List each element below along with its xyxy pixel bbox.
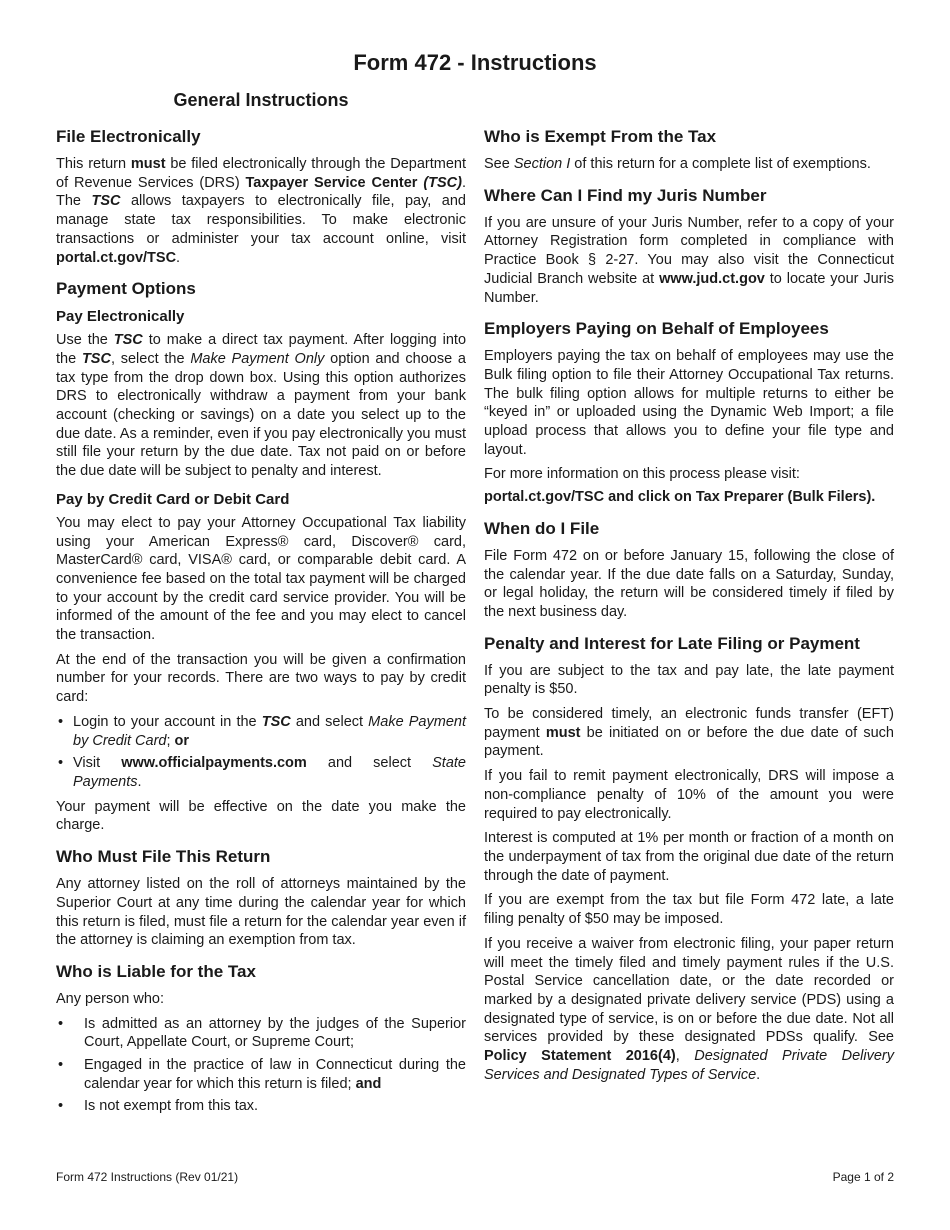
text-run: of this return for a complete list of exemptions.	[570, 156, 871, 172]
bullet-icon: •	[58, 1098, 64, 1115]
bullet-icon: •	[58, 755, 64, 772]
text-run: If you are subject to the tax and pay late, the late payment penalty is $50.	[484, 662, 894, 698]
list-item	[56, 1056, 466, 1093]
bullet-list	[56, 713, 466, 792]
text-run: If you fail to remit payment electronically, DRS will impose a non-compliance penalty of 10% of the amount you were required to pay electronically.	[484, 768, 894, 822]
section-exempt	[484, 126, 894, 174]
text-run: Interest is computed at 1% per month or fraction of a month on the underpayment of tax from the original due date of the return through the date of payment.	[484, 830, 894, 884]
section-heading: Who Must File This Return	[56, 847, 271, 867]
section-when-file	[484, 518, 894, 622]
text-run: TSC	[81, 350, 111, 367]
section-penalty	[484, 633, 894, 1085]
text-run: Is not exempt from this tax.	[84, 1098, 259, 1115]
text-run: Any attorney listed on the roll of attorneys maintained by the Superior Court at any time during the calendar year for which this return is filed, must file a return for the calendar year even if the attorney is claiming an exemption from tax.	[56, 876, 466, 949]
section-who-liable	[56, 961, 466, 1116]
paragraph	[484, 547, 894, 622]
paragraph	[484, 662, 894, 699]
text-run: Engaged in the practice of law in Connecticut during the calendar year for which this return is filed;	[84, 1057, 466, 1092]
paragraph	[484, 214, 894, 308]
paragraph	[484, 347, 894, 459]
text-run: and select	[306, 755, 433, 772]
paragraph	[484, 705, 894, 761]
text-run: (TSC)	[423, 174, 462, 191]
section-juris-number	[484, 185, 894, 308]
text-run: and select	[290, 713, 369, 730]
text-run: portal.ct.gov/TSC and click on Tax Preparer (Bulk Filers).	[484, 489, 876, 506]
list-item	[56, 713, 466, 750]
section-heading: Payment Options	[56, 279, 196, 299]
text-run: Policy Statement 2016(4)	[484, 1048, 676, 1065]
section-heading: Who is Liable for the Tax	[56, 961, 256, 981]
text-run: Taxpayer Service Center	[245, 174, 424, 191]
text-run: For more information on this process please visit:	[484, 466, 800, 483]
paragraph	[56, 331, 466, 481]
text-run: Visit	[73, 755, 122, 772]
list-item	[56, 1097, 466, 1116]
section-heading: Who is Exempt From the Tax	[484, 127, 717, 146]
text-run: You may elect to pay your Attorney Occupational Tax liability using your American Express® card, Discover® card, MasterCard® card, VISA® card, or comparable debit card. A convenience fee based on the total tax payment will be charged to your account by the credit card service provider. You will be informed of the amount of the fee and you may elect to cancel the transaction.	[56, 514, 466, 644]
paragraph	[484, 465, 894, 484]
text-run: If you are exempt from the tax but file Form 472 late, a late filing penalty of $50 may be imposed.	[484, 892, 894, 928]
text-run: Make Payment Only	[190, 350, 325, 367]
text-run: allows taxpayers to electronically file, pay, and manage state tax responsibilities. To make electronic transactions or administer your tax account online, visit	[56, 193, 466, 247]
text-run: File Form 472 on or before January 15, following the close of the calendar year. If the due date falls on a Saturday, Sunday, or legal holiday, the return will be considered timely if filed by the next business day.	[484, 547, 894, 620]
text-run: To be considered timely, an electronic funds transfer (EFT) payment	[484, 706, 894, 741]
paragraph	[56, 155, 466, 267]
bullet-icon: •	[58, 1015, 64, 1032]
subsection-pay-credit-card	[56, 490, 466, 835]
paragraph	[56, 651, 466, 707]
bullet-icon: •	[58, 713, 64, 730]
paragraph	[56, 875, 466, 950]
text-run: .	[176, 249, 181, 266]
text-run: option and choose a tax type from the drop down box. Using this option authorizes DRS to electronically withdraw a payment from your bank account (checking or savings) on a date you select up to the due date. As a reminder, even if you pay electronically you must still file your return by the due date. Tax not paid on or before the due date will be subject to penalty and interest.	[56, 350, 466, 480]
text-run: This return	[56, 156, 131, 172]
list-item	[56, 754, 466, 791]
text-run: www.officialpayments.com	[121, 755, 307, 772]
section-heading: Penalty and Interest for Late Filing or Payment	[484, 633, 860, 653]
page-title: Form 472 - Instructions	[353, 50, 597, 75]
paragraph	[56, 990, 466, 1009]
text-run: TSC	[261, 713, 291, 730]
text-run: .	[137, 773, 142, 790]
text-run: Section I	[513, 156, 571, 172]
text-run: Use the	[56, 332, 114, 349]
text-run: must	[130, 156, 166, 172]
text-run: Is admitted as an attorney by the judges of the Superior Court, Appellate Court, or Supreme Court;	[84, 1015, 466, 1051]
text-run: to locate your Juris Number.	[484, 270, 894, 306]
right-column	[484, 126, 894, 1095]
text-run: be filed electronically through the Department of Revenue Services (DRS)	[56, 156, 466, 191]
text-run: See	[484, 156, 514, 172]
text-run: State Payments	[73, 755, 466, 790]
paragraph	[56, 798, 466, 835]
text-run: to make a direct tax payment. After logging into the	[56, 332, 467, 367]
paragraph	[484, 829, 894, 885]
section-file-electronically	[56, 126, 466, 267]
paragraph	[484, 488, 894, 507]
text-run: TSC	[91, 193, 121, 210]
paragraph	[484, 155, 894, 174]
text-run: ;	[166, 732, 175, 749]
paragraph	[484, 767, 894, 823]
footer-form-revision: Form 472 Instructions (Rev 01/21)	[56, 1170, 239, 1184]
text-run: Any person who:	[56, 990, 165, 1007]
text-run: or	[174, 732, 190, 749]
paragraph	[484, 891, 894, 928]
text-run: TSC	[113, 332, 143, 349]
section-employers	[484, 318, 894, 507]
text-run: Designated Private Delivery Services and Designated Types of Service	[484, 1048, 894, 1083]
text-run: ,	[675, 1048, 695, 1065]
text-run: portal.ct.gov/TSC	[56, 249, 177, 266]
subsection-heading: Pay Electronically	[56, 308, 185, 326]
bullet-icon: •	[58, 1057, 64, 1074]
text-run: and	[355, 1075, 382, 1092]
subsection-pay-electronically	[56, 307, 466, 481]
subsection-heading: Pay by Credit Card or Debit Card	[56, 490, 290, 508]
paragraph	[56, 514, 466, 645]
section-heading: Where Can I Find my Juris Number	[484, 185, 767, 205]
section-heading: Employers Paying on Behalf of Employees	[484, 319, 829, 339]
text-run: Login to your account in the	[73, 713, 262, 730]
text-run: , select the	[110, 350, 191, 367]
section-heading: When do I File	[484, 518, 600, 538]
text-run: must	[545, 724, 581, 741]
text-run: . The	[56, 174, 467, 210]
footer-page-number: Page 1 of 2	[832, 1170, 894, 1184]
left-column	[56, 126, 466, 1127]
text-run: Employers paying the tax on behalf of employees may use the Bulk filing option to file their Attorney Occupational Tax returns. The bulk filing option allows for multiple returns to either be “keyed in” or uploaded using the Dynamic Web Import; a file upload process that allows you to define your file type and layout.	[484, 348, 894, 458]
text-run: www.jud.ct.gov	[659, 270, 765, 287]
section-who-must-file	[56, 846, 466, 950]
page-subtitle: General Instructions	[173, 90, 349, 110]
list-item	[56, 1015, 466, 1052]
text-run: At the end of the transaction you will be given a confirmation number for your records. There are two ways to pay by credit card:	[56, 651, 466, 706]
bullet-list	[56, 1015, 466, 1117]
section-payment-options	[56, 278, 466, 835]
text-run: Your payment will be effective on the date you make the charge.	[56, 798, 466, 834]
section-heading: File Electronically	[56, 127, 201, 146]
text-run: If you receive a waiver from electronic filing, your paper return will meet the timely filed and timely payment rules if the U.S. Postal Service cancellation date, or the date recorded or marked by a designated private delivery service (PDS) using a designated type of service, is on or before the due date. Not all services provided by these designated PDSs qualify. See	[484, 935, 894, 1046]
paragraph	[484, 935, 894, 1085]
text-run: Make Payment by Credit Card	[73, 713, 466, 749]
text-run: If you are unsure of your Juris Number, refer to a copy of your Attorney Registration form completed in compliance with Practice Book § 2-27. You may also visit the Connecticut Judicial Branch website at	[484, 214, 894, 287]
text-run: .	[756, 1066, 761, 1083]
text-run: be initiated on or before the due date of such payment.	[484, 724, 894, 760]
